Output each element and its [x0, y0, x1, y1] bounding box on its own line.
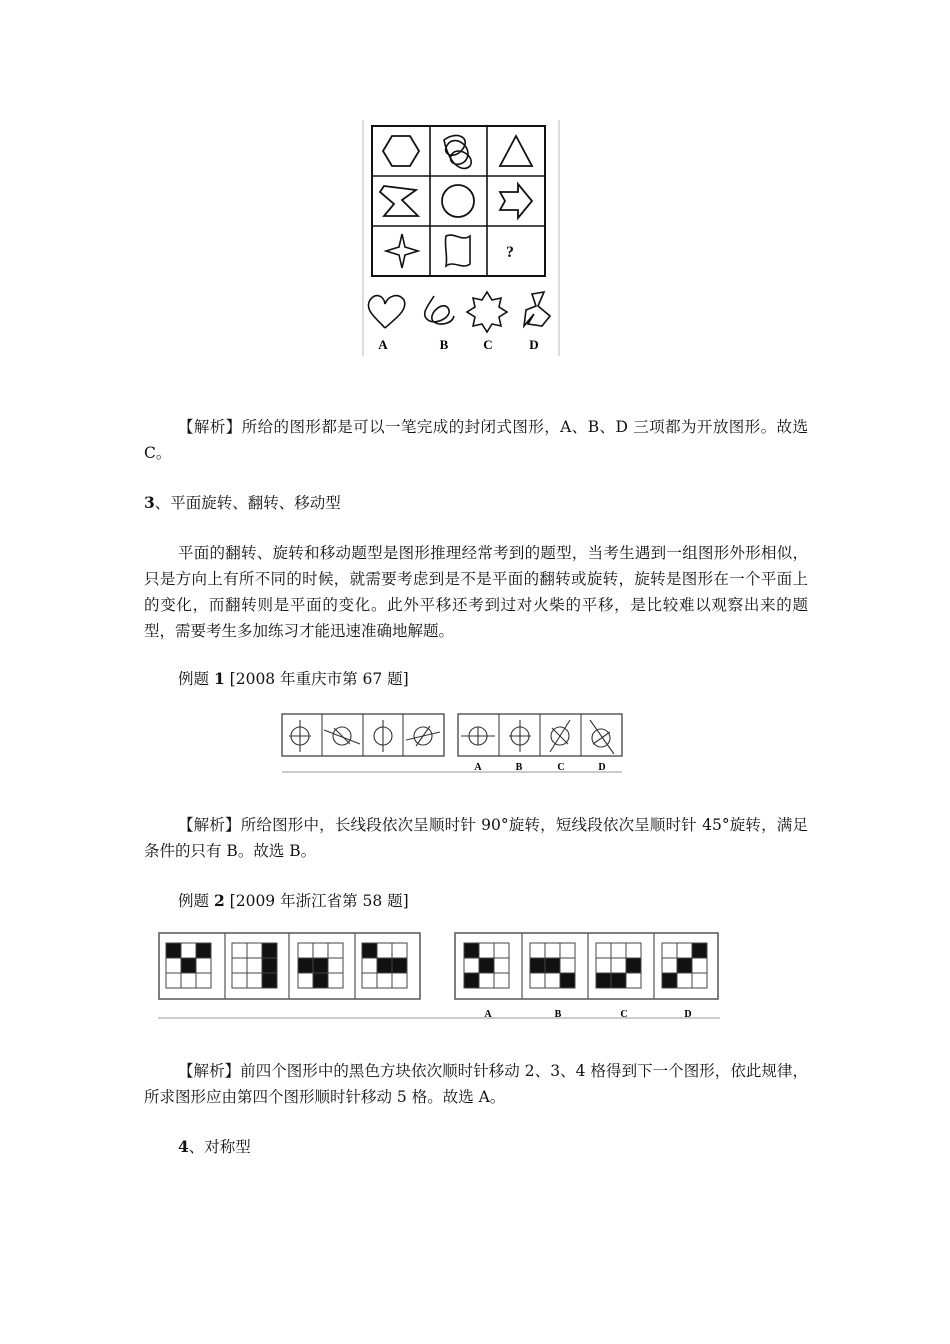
question-grid-2	[232, 943, 277, 988]
grid-cell	[298, 943, 313, 958]
grid-cell	[464, 973, 479, 988]
grid-cell	[596, 958, 611, 973]
option-b-label: B	[439, 337, 449, 352]
analysis-text: 所给图形中，长线段依次呈顺时针 90°旋转，短线段依次呈顺时针 45°旋转，满足条件的只有 B。故选 B。	[144, 816, 808, 860]
grid-cell	[313, 943, 328, 958]
option-d-label: D	[684, 1009, 692, 1020]
grid-cell	[196, 973, 211, 988]
grid-cell	[377, 973, 392, 988]
grid-cell	[677, 958, 692, 973]
circle-shape	[442, 185, 474, 217]
question-mark: ?	[506, 244, 514, 261]
section-title: 、平面旋转、翻转、移动型	[154, 494, 341, 512]
intro-text: 平面的翻转、旋转和移动题型是图形推理经常考到的题型，当考生遇到一组图形外形相似，只是方向上有所不同的时候，就需要考虑到是不是平面的翻转或旋转，旋转是图形在一个平面上的变化，而翻转则是平面的变化。此外平移还考到过对火柴的平移，是比较难以观察出来的题型，需要考生多加练习才能迅速准确地解题。	[144, 544, 808, 640]
analysis-bracket: 【解析】	[178, 1062, 241, 1080]
grid-cell	[392, 958, 407, 973]
grid-cell	[596, 943, 611, 958]
option-d-label: D	[598, 762, 606, 773]
grid-cell	[328, 973, 343, 988]
grid-cell	[692, 958, 707, 973]
option-b-loop-shape	[425, 296, 454, 324]
triangle-shape	[500, 136, 532, 166]
hexagon-shape	[383, 136, 419, 166]
question-grid-3	[298, 943, 343, 988]
option-d-zigzag-shape	[524, 292, 550, 326]
four-point-star-shape	[386, 234, 418, 268]
figure-rotation-svg	[280, 710, 624, 774]
grid-cell	[262, 973, 277, 988]
grid-cell	[560, 973, 575, 988]
grid-cell	[232, 973, 247, 988]
grid-cell	[611, 973, 626, 988]
grid-cell	[392, 943, 407, 958]
grid-cell	[181, 973, 196, 988]
grid-cell	[692, 943, 707, 958]
example-source: [2008 年重庆市第 67 题]	[224, 670, 409, 688]
grid-cell	[247, 973, 262, 988]
grid-cell	[530, 943, 545, 958]
grid-cell	[677, 943, 692, 958]
grid-cell	[626, 958, 641, 973]
option-b-grid	[530, 943, 575, 988]
grid-cell	[247, 943, 262, 958]
grid-cell	[362, 958, 377, 973]
grid-cell	[181, 943, 196, 958]
grid-cell	[298, 973, 313, 988]
grid-cell	[677, 973, 692, 988]
grid-cell	[494, 973, 509, 988]
grid-cell	[377, 958, 392, 973]
option-d-grid	[662, 943, 707, 988]
option-a-label: A	[484, 1009, 492, 1020]
option-c-star-shape	[467, 292, 507, 332]
grid-cell	[662, 973, 677, 988]
figure-rotation	[280, 710, 624, 774]
tangled-loop-shape	[444, 135, 471, 168]
grid-cell	[479, 958, 494, 973]
option-d-label: D	[529, 337, 539, 352]
figure-closed-shapes	[362, 120, 562, 356]
question-grid-1	[166, 943, 211, 988]
grid-cell	[464, 958, 479, 973]
grid-cell	[262, 943, 277, 958]
arrow-shape	[500, 184, 532, 218]
grid-cell	[362, 973, 377, 988]
example-number: 1	[213, 669, 225, 688]
grid-cell	[611, 943, 626, 958]
flag-shape	[445, 235, 470, 266]
section-title: 、对称型	[188, 1138, 251, 1156]
example-source: [2009 年浙江省第 58 题]	[224, 892, 409, 910]
figure-block-grids	[158, 930, 720, 1022]
grid-cell	[545, 943, 560, 958]
grid-cell	[545, 958, 560, 973]
grid-cell	[692, 973, 707, 988]
grid-cell	[596, 973, 611, 988]
grid-cell	[298, 958, 313, 973]
grid-cell	[313, 973, 328, 988]
grid-cell	[262, 958, 277, 973]
option-c-label: C	[557, 762, 565, 773]
grid-cell	[626, 943, 641, 958]
grid-cell	[196, 958, 211, 973]
grid-cell	[545, 973, 560, 988]
grid-cell	[166, 973, 181, 988]
analysis-paragraph-1	[144, 414, 808, 466]
example-number: 2	[213, 891, 225, 910]
option-a-heart-shape	[368, 296, 404, 328]
grid-cell	[560, 958, 575, 973]
grid-cell	[392, 973, 407, 988]
option-b-label: B	[515, 762, 523, 773]
shape-grid-frame	[372, 126, 545, 276]
example-label: 例题	[178, 892, 210, 910]
grid-cell	[377, 943, 392, 958]
grid-cell	[479, 973, 494, 988]
option-a-grid	[464, 943, 509, 988]
section-heading-3	[144, 490, 341, 516]
example-label: 例题	[178, 670, 210, 688]
option-b-label: B	[554, 1009, 562, 1020]
grid-cell	[232, 943, 247, 958]
option-a-label: A	[378, 337, 388, 352]
grid-cell	[247, 958, 262, 973]
grid-cell	[662, 943, 677, 958]
grid-cell	[626, 973, 641, 988]
grid-cell	[662, 958, 677, 973]
grid-cell	[530, 973, 545, 988]
grid-cell	[494, 943, 509, 958]
option-c-label: C	[483, 337, 493, 352]
grid-cell	[166, 958, 181, 973]
grid-cell	[313, 958, 328, 973]
analysis-bracket: 【解析】	[178, 418, 242, 436]
grid-cell	[362, 943, 377, 958]
grid-cell	[166, 943, 181, 958]
analysis-text: 前四个图形中的黑色方块依次顺时针移动 2、3、4 格得到下一个图形，依此规律，所求图形应由第四个图形顺时针移动 5 格。故选 A。	[144, 1062, 808, 1106]
figure-block-grids-svg	[158, 930, 720, 1022]
grid-cell	[611, 958, 626, 973]
analysis-paragraph-3	[144, 1058, 808, 1110]
figure-closed-shapes-svg	[362, 120, 562, 356]
grid-cell	[560, 943, 575, 958]
grid-cell	[494, 958, 509, 973]
grid-cell	[328, 943, 343, 958]
example-heading-1	[178, 666, 409, 692]
grid-cell	[530, 958, 545, 973]
grid-cell	[196, 943, 211, 958]
grid-cell	[464, 943, 479, 958]
grid-cell	[232, 958, 247, 973]
section-number: 4	[178, 1137, 189, 1156]
question-grid-4	[362, 943, 407, 988]
example-heading-2	[178, 888, 409, 914]
grid-cell	[328, 958, 343, 973]
intro-paragraph	[144, 540, 808, 644]
section-number: 3	[144, 493, 155, 512]
grid-cell	[181, 958, 196, 973]
section-heading-4	[178, 1134, 251, 1160]
option-a-label: A	[474, 762, 482, 773]
analysis-bracket: 【解析】	[178, 816, 241, 834]
irregular-bolt-shape	[380, 186, 418, 216]
grid-cell	[479, 943, 494, 958]
option-c-grid	[596, 943, 641, 988]
analysis-paragraph-2	[144, 812, 808, 864]
analysis-text: 所给的图形都是可以一笔完成的封闭式图形，A、B、D 三项都为开放图形。故选 C。	[144, 418, 808, 462]
option-c-label: C	[620, 1009, 628, 1020]
